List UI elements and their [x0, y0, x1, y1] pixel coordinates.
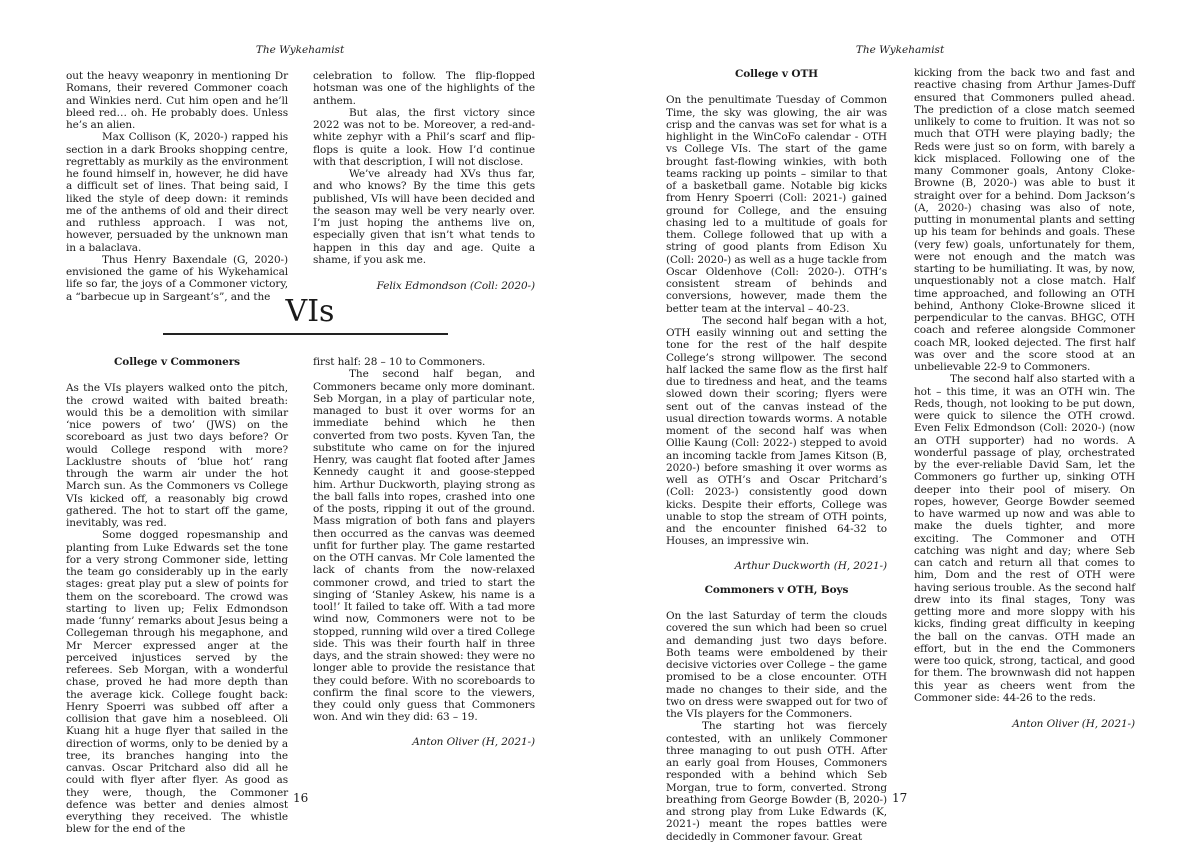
paragraph: We’ve already had XVs thus far, and who knows? By the time this gets published, VIs will have been decided and the season may well be very nearly over. I’m just hoping the anthems live on, especially given that isn’t what tends to happen in this day and age. Quite a shame, if you ask me. — [313, 168, 535, 266]
article-heading: College v Commoners — [114, 356, 240, 368]
page-number: 17 — [892, 791, 908, 805]
article-column-bottom-left — [66, 356, 288, 836]
article-column-top-left — [66, 70, 288, 303]
author-signature: Anton Oliver (H, 2021-) — [1012, 718, 1135, 730]
paragraph: As the VIs players walked onto the pitch, the crowd waited with baited breath: would this be a demolition with similar ‘nice powers of two’ (JWS) on the scoreboard as just two days before? Or would College respond with more? Lacklustre shouts of ‘blue hot’ rang through the warm air under the hot March sun. As the Commoners vs College VIs kicked off, a reasonably big crowd gathered. The hot to start off the game, inevitably, was red. — [66, 382, 288, 529]
author-signature: Anton Oliver (H, 2021-) — [412, 735, 535, 748]
article-column-top-right — [313, 70, 535, 292]
paragraph: first half: 28 – 10 to Commoners. — [313, 356, 486, 368]
right-page — [600, 0, 1200, 849]
paragraph: But alas, the first victory since 2022 was not to be. Moreover, a red-and-white zephyr with a Phil’s scarf and flip-flops is quite a look. How I’d continue with that description, I will not disclose. — [313, 106, 535, 168]
paragraph: The second half began, and Commoners became only more dominant. Seb Morgan, in a play of particular note, managed to bust it over worms for an immediate behind which he then converted from two posts. Kyven Tan, the substitute who came on for the injured Henry, was caught flat footed after James Kennedy caught it and goose-stepped him. Arthur Duckworth, playing strong as the ball falls into ropes, crashed into one of the posts, ripping it out of the ground. Mass migration of both fans and players then occurred as the canvas was deemed unfit for further play. The game restarted on the OTH canvas. Mr Cole lamented the lack of chants from the now-relaxed commoner crowd, and tried to start the singing of ‘Stanley Askew, his name is a tool!’ It failed to take off. With a tad more wind now, Commoners were not to be stopped, running wild over a tired College side. This was their fourth half in three days, and the strain showed: they were no longer able to provide the resistance that they could before. With no scoreboards to confirm the final score to the viewers, they could only guess that Commoners won. And win they did: 63 – 19. — [313, 368, 535, 724]
author-signature: Arthur Duckworth (H, 2021-) — [734, 559, 887, 572]
article-column-right — [914, 67, 1135, 730]
author-signature: Felix Edmondson (Coll: 2020-) — [376, 280, 535, 292]
paragraph: On the last Saturday of term the clouds covered the sun which had been so cruel and demanding just two days before. Both teams were emboldened by their decisive victories over College – the game promised to be a close encounter. OTH made no changes to their side, and the two on dress were swapped out for two of the VIs players for the Commoners. — [666, 610, 887, 720]
paragraph: Thus Henry Baxendale (G, 2020-) envisioned the game of his Wykehamical life so far, the joys of a Commoner victory, a “barbecue up in Sargeant’s”, and the — [66, 253, 288, 303]
article-column-left — [666, 68, 887, 843]
article-heading: Commoners v OTH, Boys — [704, 583, 849, 596]
paragraph: The second half also started with a hot – this time, it was an OTH win. The Reds, though, not looking to be put down, were quick to silence the OTH crowd. Even Felix Edmondson (Coll: 2020-) (now an OTH supporter) had no words. A wonderful passage of play, orchestrated by the ever-reliable David Sam, let the Commoners go further up, sinking OTH deeper into their pool of misery. On ropes, however, George Bowder seemed to have warmed up now and was able to make the duels tighter, and more exciting. The Commoner and OTH catching was night and day; where Seb can catch and return all that comes to him, Dom and the rest of OTH were having serious trouble. As the second half drew into its final stages, Tony was getting more and more sloppy with his kicks, finding great difficulty in keeping the ball on the canvas. OTH made an effort, but in the end the Commoners were too quick, strong, tactical, and good for them. The brownwash did not happen this year as cheers went from the Commoner side: 44-26 to the reds. — [914, 373, 1135, 704]
paragraph: celebration to follow. The flip-flopped hotsman was one of the highlights of the anthem. — [313, 70, 535, 107]
article-column-bottom-right — [313, 356, 535, 748]
section-title: VIs — [285, 294, 335, 329]
paragraph: Some dogged ropesmanship and planting from Luke Edwards set the tone for a very strong Commoner side, letting the team go considerably up in the early stages: great play put a slew of points for them on the scoreboard. The crowd was starting to liven up; Felix Edmondson made ‘funny’ remarks about Jesus being a Collegeman through his megaphone, and Mr Mercer expressed anger at the perceived injustices served by the referees. Seb Morgan, with a wonderful chase, proved he had more depth than the average kick. College fought back: Henry Spoerri was subbed off after a collision that gave him a nosebleed. Oli Kuang hit a huge flyer that sailed in the direction of worms, only to be denied by a tree, its branches hanging into the canvas. Oscar Pritchard also did all he could with flyer after flyer. As good as they were, though, the Commoner defence was better and denies almost everything they received. The whistle blew for the end of the — [66, 529, 288, 836]
paragraph: The starting hot was fiercely contested, with an unlikely Commoner three managing to out push OTH. After an early goal from Houses, Commoners responded with a behind which Seb Morgan, true to form, converted. Strong breathing from George Bowder (B, 2020-) and strong play from Luke Edwards (K, 2021-) meant the ropes battles were decidedly in Commoner favour. Great — [666, 720, 887, 843]
section-divider — [163, 333, 448, 335]
paragraph: Max Collison (K, 2020-) rapped his section in a dark Brooks shopping centre, regrettably as murkily as the environment he found himself in, however, he did have a difficult set of lines. That being said, I liked the style of deep down: it reminds me of the anthems of old and their direct and ruthless approach. I was not, however, persuaded by the unknown man in a balaclava. — [66, 131, 288, 254]
running-head: The Wykehamist — [855, 44, 945, 56]
page-number: 16 — [293, 791, 309, 805]
paragraph: On the penultimate Tuesday of Common Time, the sky was glowing, the air was crisp and the canvas was set for what is a highlight in the WinCoFo calendar - OTH vs College VIs. The start of the game brought fast-flowing winkies, with both teams racking up points – similar to that of a basketball game. Notable big kicks from Henry Spoerri (Coll: 2021-) gained ground for College, and the ensuing chasing led to a multitude of goals for them. College followed that up with a string of good plants from Edison Xu (Coll: 2020-) as well as a huge tackle from Oscar Oldenhove (Coll: 2020-). OTH’s consistent stream of behinds and conversions, however, made them the better team at the interval – 40-23. — [666, 94, 887, 315]
paragraph: out the heavy weaponry in mentioning Dr Romans, their revered Commoner coach and Winkies nerd. Cut him open and he’ll bleed red… oh. He probably does. Unless he’s an alien. — [66, 70, 288, 131]
article-heading: College v OTH — [734, 68, 819, 80]
paragraph: kicking from the back two and fast and reactive chasing from Arthur James-Duff ensured that Commoners pulled ahead. The prediction of a close match seemed unlikely to come to fruition. It was not so much that OTH were playing badly; the Reds were just so on form, with barely a kick misplaced. Following one of the many Commoner goals, Antony Cloke-Browne (B, 2020-) was able to bust it straight over for a behind. Dom Jackson’s (A, 2020-) chasing was also of note, putting in monumental plants and setting up his team for behinds and goals. These (very few) goals, unfortunately for them, were not enough and the match was starting to be humiliating. It was, by now, unquestionably not a close match. Half time approached, and following an OTH behind, Anthony Cloke-Browne sliced it perpendicular to the canvas. BHGC, OTH coach and referee alongside Commoner coach MR, looked dejected. The first half was over and the score stood at an unbelievable 22-9 to Commoners. — [914, 67, 1135, 373]
running-head: The Wykehamist — [255, 44, 345, 56]
paragraph: The second half began with a hot, OTH easily winning out and setting the tone for the rest of the half despite College’s strong willpower. The second half lacked the same flow as the first half due to tiredness and heat, and the teams slowed down their scoring; flyers were sent out of the canvas instead of the usual direction towards worms. A notable moment of the second half was when Ollie Kaung (Coll: 2022-) stepped to avoid an incoming tackle from James Kitson (B, 2020-) before smashing it over worms as well as OTH’s and Oscar Pritchard’s (Coll: 2023-) consistently good down kicks. Despite their efforts, College was unable to stop the stream of OTH points, and the encounter finished 64-32 to Houses, an impressive win. — [666, 314, 887, 548]
